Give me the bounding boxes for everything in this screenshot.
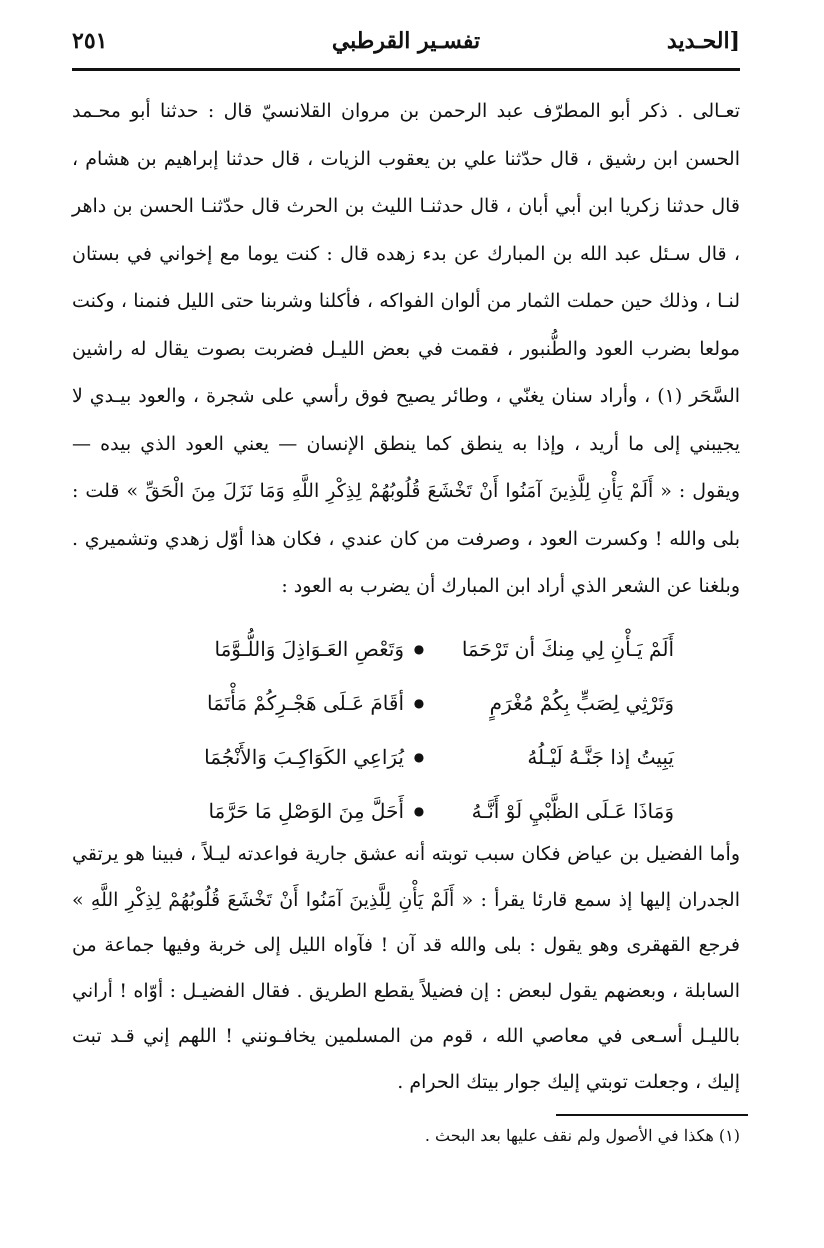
verse [160, 730, 674, 784]
verse-second-hemistich: يُرَاعِي الكَوَاكِـبَ وَالأَنْجُمَا [204, 745, 404, 769]
verse-first-hemistich: وَتَرْثِي لِصَبٍّ بِكُمْ مُغْرَمٍ [489, 691, 674, 715]
verse-first-hemistich: أَلَمْ يَـأْنِ لِي مِنكَ أن تَرْحَمَا [461, 637, 674, 661]
verse-second-hemistich: أقَامَ عَـلَى هَجْـرِكُمْ مَأْتَمَا [207, 691, 404, 715]
verse [160, 676, 674, 730]
poem [160, 622, 674, 838]
surah-title: [الحـديد [666, 28, 740, 54]
verse [160, 784, 674, 838]
verse-second-hemistich: أَحَلَّ مِنَ الوَصْلِ مَا حَرَّمَا [208, 799, 404, 823]
verse [160, 622, 674, 676]
main-text-lower [72, 832, 740, 1105]
footnote: (١) هكذا في الأصول ولم نقف عليها بعد البحث . [424, 1126, 740, 1145]
main-text-upper [72, 88, 740, 611]
verse-separator: ● [413, 696, 425, 710]
paragraph-2: وأما الفضيل بن عياض فكان سبب توبته أنه عشق جارية فواعدته ليـلاً ، فبينا هو يرتقي الجدران إليها إذ سمع قارئا يقرأ : « أَلَمْ يَأْنِ لِلَّذِينَ آمَنُوا أَنْ تَخْشَعَ قُلُوبُهُمْ لِذِكْرِ اللَّهِ » فرجع القهقرى وهو يقول : بلى والله قد آن ! فآواه الليل إلى خربة وفيها جماعة من السابلة ، وبعضهم يقول لبعض : إن فضيلاً يقطع الطريق . فقال الفضيـل : أوّاه ! أراني بالليـل أسـعى في معاصي الله ، قوم من المسلمين يخافـونني ! اللهم إني قـد تبت إليك ، وجعلت توبتي إليك جوار بيتك الحرام . [72, 843, 740, 1093]
header-rule [72, 68, 740, 71]
verse-separator: ● [413, 750, 425, 764]
footnote-rule [556, 1114, 748, 1116]
verse-first-hemistich: يَبِيتُ إذا جَنَّـهُ لَيْـلُهُ [527, 745, 674, 769]
verse-separator: ● [413, 642, 425, 656]
paragraph-1: تعـالى . ذكر أبو المطرّف عبد الرحمن بن مروان القلانسيّ قال : حدثنا أبو محـمد الحسن ابن رشيق ، قال حدّثنا علي بن يعقوب الزيات ، قال حدثنا إبراهيم بن هشام ، قال حدثنا زكريا ابن أبي أبان ، قال حدثنـا الليث بن الحرث قال حدّثنـا الحسن بن داهر ، قال سـئل عبد الله بن المبارك عن بدء زهده قال : كنت يوما مع إخواني في بستان لنـا ، وذلك حين حملت الثمار من ألوان الفواكه ، فأكلنا وشربنا حتى الليل فنمنا ، وكنت مولعا بضرب العود والطُّنبور ، فقمت في بعض الليـل فضربت بصوت يقال له راشين السَّحَر (١) ، وأراد سنان يغنّي ، وطائر يصيح فوق رأسي على شجرة ، والعود بيـدي لا يجيبني إلى ما أريد ، وإذا به ينطق كما ينطق الإنسان — يعني العود الذي بيده — ويقول : « أَلَمْ يَأْنِ لِلَّذِينَ آمَنُوا أَنْ تَخْشَعَ قُلُوبُهُمْ لِذِكْرِ اللَّهِ وَمَا نَزَلَ مِنَ الْحَقِّ » قلت : بلى والله ! وكسرت العود ، وصرفت من كان عندي ، فكان هذا أوّل زهدي وتشميري . وبلغنا عن الشعر الذي أراد ابن المبارك أن يضرب به العود : [72, 100, 741, 597]
verse-second-hemistich: وَتَعْصِ العَـوَاذِلَ وَاللُّـوَّمَا [214, 637, 404, 661]
book-title: تفسـير القرطبي [331, 28, 481, 54]
page-header [72, 28, 740, 64]
page-number: ٢٥١ [72, 28, 108, 54]
verse-first-hemistich: وَمَاذَا عَـلَى الظَّبْيِ لَوْ أَنَّـهُ [471, 799, 674, 823]
verse-separator: ● [413, 804, 425, 818]
